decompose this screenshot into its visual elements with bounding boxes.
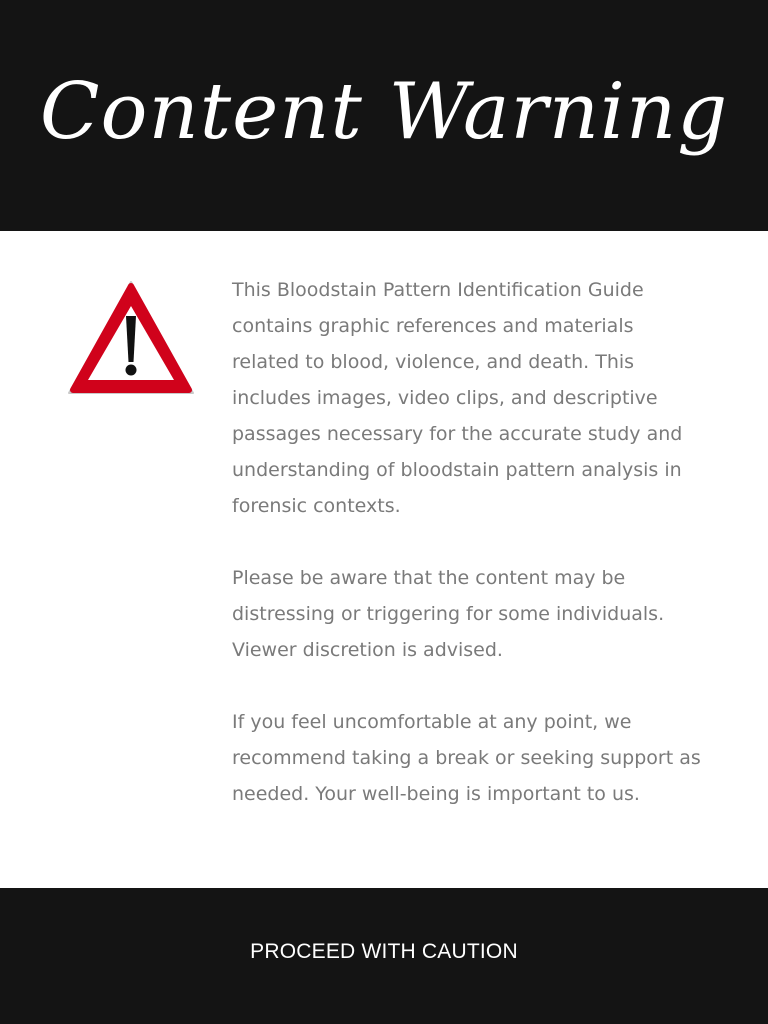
header-banner <box>0 0 768 231</box>
warning-triangle-icon <box>64 276 198 400</box>
warning-body <box>232 272 702 812</box>
warning-paragraph-3: If you feel uncomfortable at any point, we recommend taking a break or seeking support as needed. Your well-being is important to us. <box>232 711 701 805</box>
footer-banner <box>0 888 768 1024</box>
warning-paragraph-2: Please be aware that the content may be distressing or triggering for some individuals. Viewer discretion is advised. <box>232 567 665 661</box>
warning-paragraph-1: This Bloodstain Pattern Identification Guide contains graphic references and materials related to blood, violence, and death. This includes images, video clips, and descriptive passages necessary for the accurate study and understanding of bloodstain pattern analysis in forensic contexts. <box>232 279 683 517</box>
page-title: Content Warning <box>39 66 729 157</box>
proceed-label: PROCEED WITH CAUTION <box>250 940 518 963</box>
